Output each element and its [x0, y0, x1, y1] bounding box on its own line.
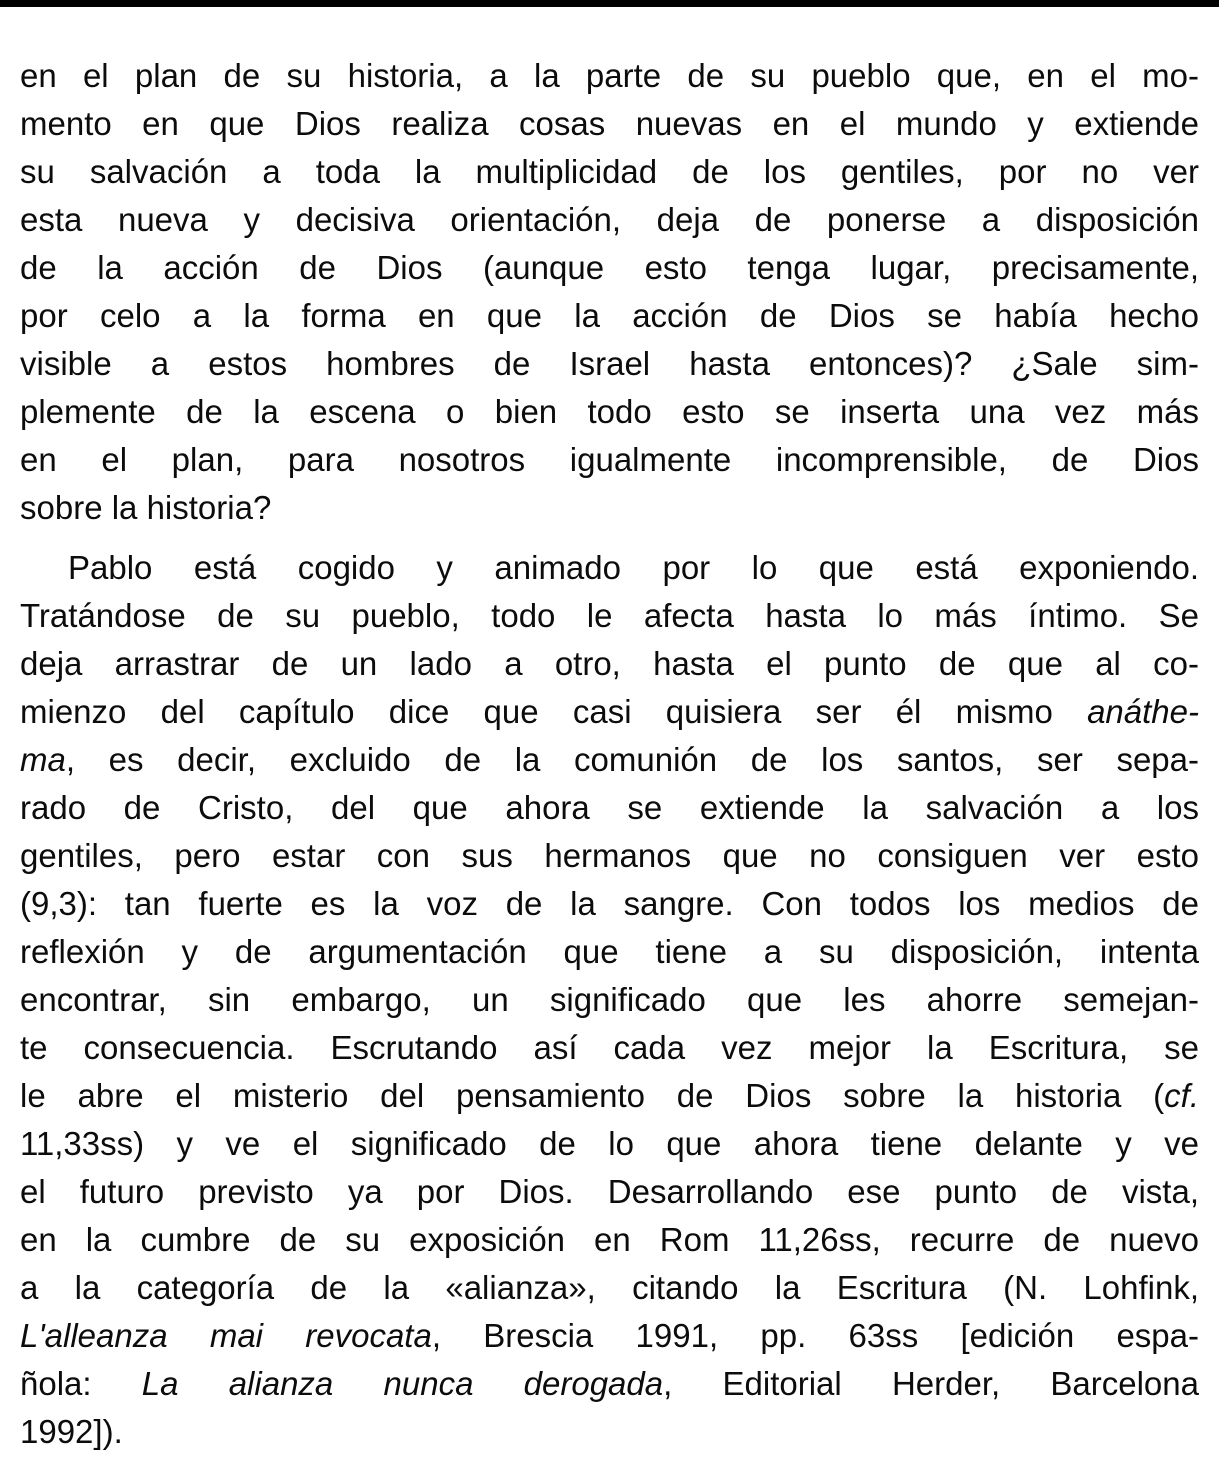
text-line [20, 52, 1199, 100]
text-line [20, 196, 1199, 244]
text-run: , Editorial Herder, Barcelona [663, 1365, 1199, 1402]
text-run: en el plan de su historia, a la parte de su pueblo que, en el mo- [20, 57, 1199, 94]
italic-text-run: ma [20, 741, 66, 778]
text-line [20, 388, 1199, 436]
text-line [20, 832, 1199, 880]
text-run: le abre el misterio del pensamiento de Dios sobre la historia ( [20, 1077, 1165, 1114]
text-line [20, 148, 1199, 196]
text-run: 1992]). [20, 1413, 123, 1450]
paragraph [20, 544, 1199, 1456]
text-run: 11,33ss) y ve el significado de lo que ahora tiene delante y ve [20, 1125, 1199, 1162]
italic-text-run: La alianza nunca derogada [141, 1365, 664, 1402]
text-run: mienzo del capítulo dice que casi quisiera ser él mismo [20, 693, 1088, 730]
text-line [20, 736, 1199, 784]
italic-text-run: L'alleanza mai revocata [20, 1317, 432, 1354]
text-run: , es decir, excluido de la comunión de los santos, ser sepa- [65, 741, 1199, 778]
text-run: a la categoría de la «alianza», citando la Escritura (N. Lohfink, [20, 1269, 1199, 1306]
text-line [20, 1120, 1199, 1168]
text-line [20, 1072, 1199, 1120]
text-run: el futuro previsto ya por Dios. Desarrollando ese punto de vista, [20, 1173, 1199, 1210]
text-run: plemente de la escena o bien todo esto se inserta una vez más [20, 393, 1199, 430]
scan-edge-artifact [0, 0, 1219, 7]
text-run: deja arrastrar de un lado a otro, hasta el punto de que al co- [20, 645, 1199, 682]
text-run: rado de Cristo, del que ahora se extiende la salvación a los [20, 789, 1199, 826]
text-run: (9,3): tan fuerte es la voz de la sangre. Con todos los medios de [20, 885, 1199, 922]
text-run: Tratándose de su pueblo, todo le afecta hasta lo más íntimo. Se [20, 597, 1199, 634]
text-run: visible a estos hombres de Israel hasta entonces)? ¿Sale sim- [20, 345, 1199, 382]
text-line [20, 1168, 1199, 1216]
text-line [20, 340, 1199, 388]
text-run: sobre la historia? [20, 489, 272, 526]
text-run: , Brescia 1991, pp. 63ss [edición espa- [431, 1317, 1199, 1354]
text-line [20, 436, 1199, 484]
text-line [20, 880, 1199, 928]
text-run: Pablo está cogido y animado por lo que está exponiendo. [68, 549, 1199, 586]
text-run: te consecuencia. Escrutando así cada vez mejor la Escritura, se [20, 1029, 1199, 1066]
text-run: esta nueva y decisiva orientación, deja de ponerse a disposición [20, 201, 1199, 238]
text-run: por celo a la forma en que la acción de Dios se había hecho [20, 297, 1199, 334]
text-line [20, 1264, 1199, 1312]
text-line [20, 976, 1199, 1024]
text-run: encontrar, sin embargo, un significado que les ahorre semejan- [20, 981, 1199, 1018]
text-run: su salvación a toda la multiplicidad de los gentiles, por no ver [20, 153, 1199, 190]
text-line [20, 544, 1199, 592]
text-line [20, 1216, 1199, 1264]
text-line [20, 640, 1199, 688]
text-line [20, 292, 1199, 340]
text-line [20, 100, 1199, 148]
text-line [20, 784, 1199, 832]
text-line [20, 688, 1199, 736]
italic-text-run: anáthe- [1087, 693, 1199, 730]
text-line [20, 1360, 1199, 1408]
text-line [20, 1312, 1199, 1360]
text-line [20, 1408, 1199, 1456]
text-run: en la cumbre de su exposición en Rom 11,26ss, recurre de nuevo [20, 1221, 1199, 1258]
text-run: de la acción de Dios (aunque esto tenga lugar, precisamente, [20, 249, 1199, 286]
text-line [20, 1024, 1199, 1072]
text-run: en el plan, para nosotros igualmente incomprensible, de Dios [20, 441, 1199, 478]
text-line [20, 928, 1199, 976]
text-block [0, 7, 1219, 1456]
text-run: gentiles, pero estar con sus hermanos que no consiguen ver esto [20, 837, 1199, 874]
text-line [20, 244, 1199, 292]
text-line [20, 484, 1199, 532]
text-line [20, 592, 1199, 640]
text-run: ñola: [20, 1365, 142, 1402]
italic-text-run: cf. [1164, 1077, 1199, 1114]
text-run: reflexión y de argumentación que tiene a su disposición, intenta [20, 933, 1199, 970]
text-run: mento en que Dios realiza cosas nuevas en el mundo y extiende [20, 105, 1199, 142]
paragraph [20, 52, 1199, 532]
